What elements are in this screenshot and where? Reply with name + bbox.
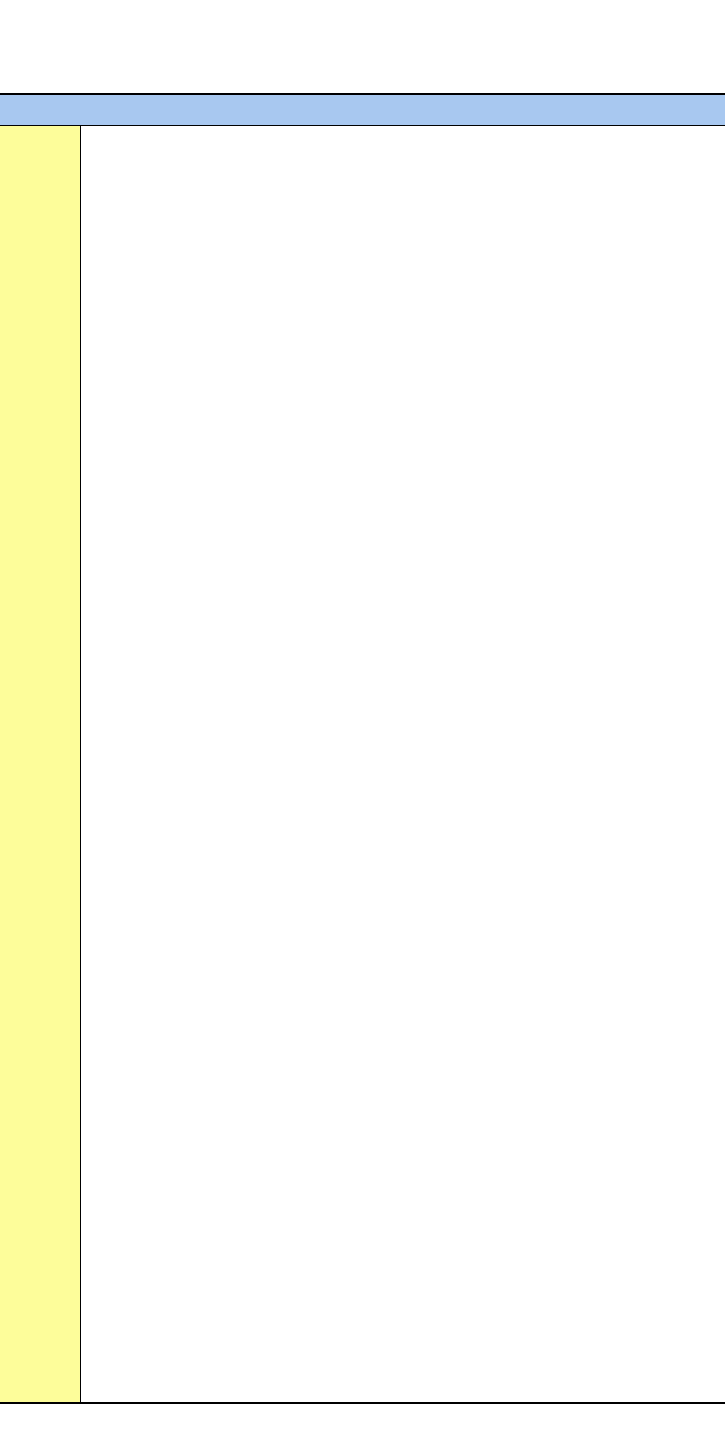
region-column-background (0, 126, 81, 1402)
table-header (0, 95, 725, 126)
data-table (0, 93, 725, 1404)
table-bottom-rule (0, 1402, 725, 1404)
